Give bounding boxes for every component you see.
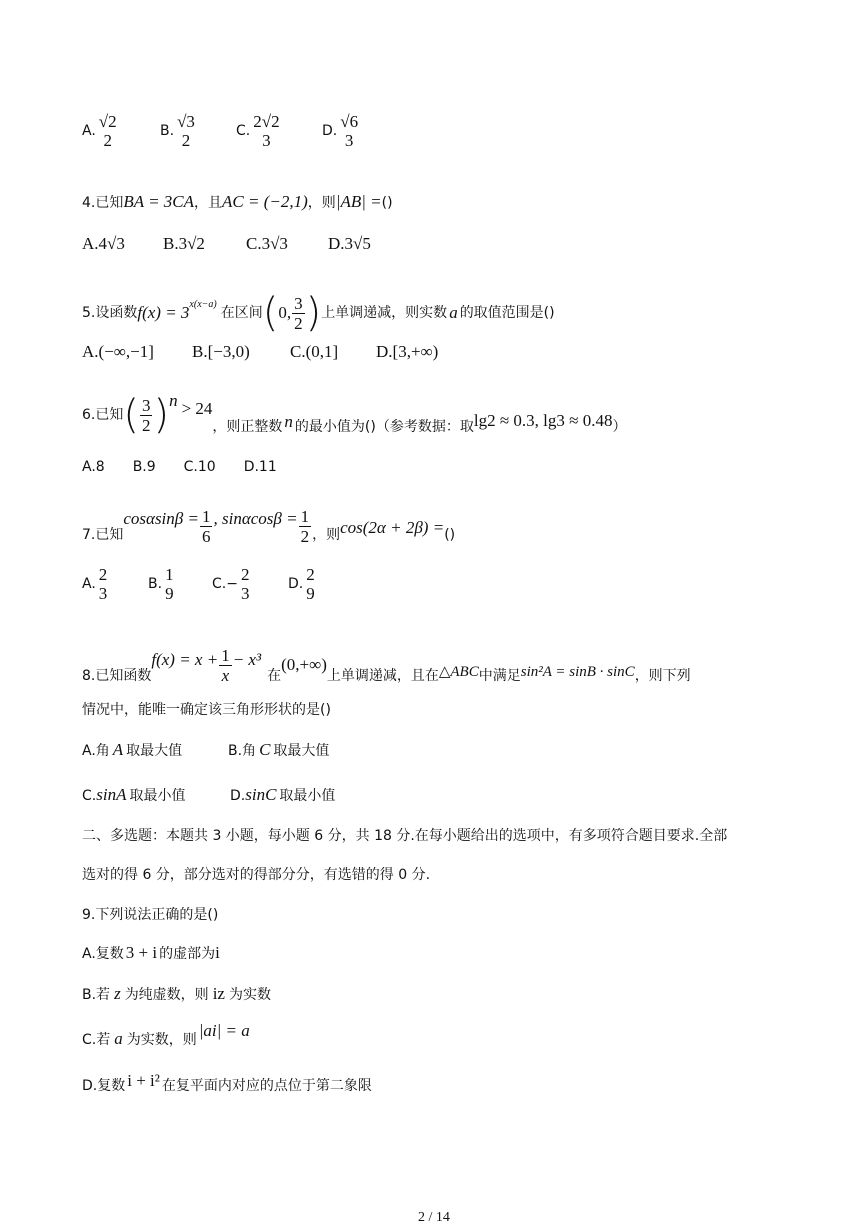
- fraction: [97, 112, 119, 150]
- page-number: 2 / 14: [418, 1210, 450, 1225]
- q9-option-c: [82, 1021, 250, 1049]
- denominator: 3: [344, 131, 354, 150]
- paren-left: (: [123, 392, 139, 438]
- q4-text: ，则: [307, 195, 336, 211]
- numerator: √2: [98, 112, 117, 131]
- q7-suffix: (): [444, 527, 456, 543]
- q4-vector-eq: BA = 3CA: [123, 192, 195, 211]
- section-text: 选对的得 6 分，部分选对的得部分分，有选错的得 0 分.: [82, 867, 431, 883]
- option-var: z: [114, 984, 121, 1003]
- q7-option-a: [82, 565, 110, 603]
- q5-text: 在区间: [220, 305, 263, 321]
- q8-function: f(x) = x +: [151, 650, 219, 669]
- q3-option-c: [236, 112, 283, 150]
- fraction: [175, 112, 197, 150]
- q8-option-b: [228, 740, 329, 760]
- option-expr: i + i²: [127, 1071, 160, 1090]
- option-text: 为实数: [228, 987, 271, 1003]
- denominator: 2: [181, 131, 191, 150]
- q8-suffix: ，则下列: [634, 668, 691, 684]
- option-label: D.复数: [82, 1078, 126, 1094]
- section-2-line2: [82, 866, 430, 884]
- fraction: [219, 646, 232, 685]
- option-text: 在复平面内对应的点位于第二象限: [161, 1078, 372, 1094]
- q9-option-d: [82, 1071, 372, 1095]
- option-text: B.3√2: [163, 234, 205, 253]
- option-label: A.: [82, 576, 96, 592]
- question-5: 5.设函数 f(x) = 3 $^{x(x-a)}$ 在区间 ( 0, $\frac{3}{2}$ ) 上单调递减，则实数 a 的取值范围是(): [82, 290, 555, 336]
- option-expr: |ai| = a: [198, 1021, 250, 1040]
- numerator: 2: [240, 565, 250, 584]
- option-var: sinC: [245, 785, 277, 804]
- fraction: [292, 294, 305, 333]
- fraction: [140, 396, 153, 435]
- denominator: 3: [262, 131, 271, 150]
- q5-option-c: [290, 342, 338, 362]
- q6-inequality: > 24: [181, 399, 213, 418]
- q4-prefix: 4.已知: [82, 195, 124, 211]
- denominator: 3: [240, 584, 250, 603]
- question-6: [82, 392, 626, 438]
- q7-option-d: [288, 565, 318, 603]
- q7-option-c: [212, 565, 252, 603]
- denominator: 2: [300, 526, 310, 546]
- q6-options: [82, 458, 277, 476]
- q4-vector-ac: AC = (−2,1): [222, 192, 308, 211]
- fraction: [163, 565, 176, 603]
- q6-text: ，则正整数: [212, 419, 283, 435]
- option-text: C.3√3: [246, 234, 288, 253]
- option-label: B.角: [228, 743, 257, 759]
- option-label: C.: [236, 123, 251, 139]
- fraction: [251, 112, 281, 150]
- option-text: D.3√5: [328, 234, 371, 253]
- q8-option-d: [230, 785, 335, 805]
- option-expr: 3 + i: [125, 943, 158, 962]
- q8-option-a: [82, 740, 182, 760]
- option-text: A.8 B.9 C.10 D.11: [82, 459, 277, 475]
- option-label: D.: [230, 788, 246, 804]
- q4-suffix: (): [381, 195, 393, 211]
- denominator: 9: [306, 584, 315, 603]
- option-text: 取最小值: [129, 788, 186, 804]
- section-2-line1: [82, 827, 727, 845]
- q4-text: ，且: [194, 195, 223, 211]
- q8-option-c: [82, 785, 185, 805]
- option-text: A.4√3: [82, 234, 125, 253]
- option-label: B.若: [82, 987, 111, 1003]
- q8-text: 情况中，能唯一确定该三角形形状的是(): [82, 702, 331, 718]
- q3-option-d: [322, 112, 361, 150]
- q4-option-d: [328, 234, 371, 254]
- option-var: a: [114, 1029, 123, 1048]
- q7-prefix: 7.已知: [82, 527, 124, 543]
- option-text: 的虚部为: [159, 946, 216, 962]
- q3-option-b: [160, 112, 198, 150]
- q8-condition: sin²A = sinB · sinC: [520, 664, 635, 680]
- denominator: 9: [165, 584, 174, 603]
- option-label: C.若: [82, 1032, 111, 1048]
- q9-option-b: [82, 985, 271, 1004]
- denominator: 3: [98, 584, 108, 603]
- q5-option-d: [376, 342, 438, 362]
- question-8: [82, 640, 691, 690]
- q5-option-b: [192, 342, 250, 362]
- option-text: A.(−∞,−1]: [82, 342, 154, 361]
- numerator: 1: [201, 506, 211, 526]
- q7-option-b: [148, 565, 177, 603]
- numerator: 2: [306, 565, 315, 584]
- numerator: 3: [141, 395, 151, 415]
- option-var: sinA: [96, 785, 127, 804]
- option-label: D.: [322, 123, 338, 139]
- numerator: 3: [294, 293, 303, 313]
- paren-left: (: [262, 290, 279, 336]
- option-text: 取最小值: [279, 788, 336, 804]
- denominator: 2: [294, 313, 303, 333]
- option-label: B.: [148, 576, 163, 592]
- option-text: B.[−3,0): [192, 342, 250, 361]
- q5-function: f(x) = 3: [137, 303, 190, 322]
- option-label: A.角: [82, 743, 110, 759]
- q6-var: n: [284, 412, 293, 431]
- q6-exponent: n: [169, 391, 178, 410]
- q6-prefix: 6.已知: [82, 407, 124, 423]
- q9-option-a: [82, 944, 220, 963]
- q8-interval: (0,+∞): [281, 655, 327, 674]
- q3-option-a: [82, 112, 120, 150]
- fraction: [97, 565, 110, 603]
- option-text: 为纯虚数，则: [124, 987, 209, 1003]
- q8-triangle: △ABC: [438, 664, 479, 680]
- option-label: B.: [160, 123, 175, 139]
- q4-magnitude: |AB| =: [335, 192, 382, 211]
- q5-suffix: 的取值范围是(): [459, 305, 555, 321]
- q7-expr: cos(2α + 2β) =: [340, 518, 445, 537]
- option-expr: iz: [212, 984, 225, 1003]
- q6-text: ）: [612, 419, 627, 435]
- q6-reference: lg2 ≈ 0.3, lg3 ≈ 0.48: [473, 411, 613, 430]
- option-label: D.: [288, 576, 304, 592]
- fraction: [304, 565, 317, 603]
- q8-text: 在: [267, 668, 282, 684]
- q8-function: − x³: [232, 650, 262, 669]
- q7-text: ，则: [312, 527, 341, 543]
- question-4: [82, 193, 393, 212]
- numerator: √3: [177, 112, 195, 131]
- numerator: 2√2: [253, 112, 280, 131]
- question-7: [82, 505, 455, 551]
- q5-text: 上单调递减，则实数: [321, 305, 448, 321]
- q5-option-a: [82, 342, 154, 362]
- q9-stem: 9.下列说法正确的是(): [82, 907, 219, 923]
- option-expr: i: [215, 943, 220, 962]
- q5-prefix: 5.设函数: [82, 305, 138, 321]
- denominator: 6: [201, 526, 211, 546]
- option-label: C.: [82, 788, 97, 804]
- q8-text: 中满足: [478, 668, 521, 684]
- option-label: C.−: [212, 576, 238, 592]
- numerator: √6: [340, 112, 359, 131]
- option-text: D.[3,+∞): [376, 342, 439, 361]
- denominator: 2: [103, 131, 112, 150]
- q4-option-c: [246, 234, 288, 254]
- option-text: 取最大值: [273, 743, 330, 759]
- q7-expr: cosαsinβ =: [123, 509, 199, 528]
- option-var: A: [112, 740, 124, 759]
- option-label: A.: [82, 123, 96, 139]
- q8-prefix: 8.已知函数: [82, 668, 152, 684]
- option-text: C.(0,1]: [290, 342, 339, 361]
- fraction: [239, 565, 252, 603]
- q5-exponent: x(x−a): [189, 299, 217, 310]
- q4-option-b: [163, 234, 205, 254]
- numerator: 1: [165, 565, 174, 584]
- option-label: A.复数: [82, 946, 124, 962]
- paren-right: ): [153, 392, 170, 438]
- q5-var: a: [449, 303, 458, 322]
- q8-text: 上单调递减，且在: [326, 668, 439, 684]
- q8-line2: [82, 701, 331, 719]
- numerator: 1: [300, 506, 310, 526]
- denominator: 2: [141, 415, 151, 435]
- paren-right: ): [305, 290, 322, 336]
- q7-expr: , sinαcosβ =: [213, 509, 298, 528]
- numerator: 2: [98, 565, 108, 584]
- fraction: [200, 507, 213, 546]
- q6-text: 的最小值为()（参考数据：取: [294, 419, 474, 435]
- question-9: [82, 906, 218, 924]
- section-heading: 二、多选题：本题共 3 小题，每小题 6 分，共 18 分.在每小题给出的选项中，有多项符合题目要求.全部: [82, 828, 728, 844]
- denominator: x: [221, 665, 230, 685]
- fraction: [299, 507, 312, 546]
- fraction: [338, 112, 360, 150]
- numerator: 1: [221, 645, 230, 665]
- option-var: C: [259, 740, 271, 759]
- option-text: 为实数，则: [126, 1032, 197, 1048]
- q4-option-a: [82, 234, 125, 254]
- option-text: 取最大值: [126, 743, 183, 759]
